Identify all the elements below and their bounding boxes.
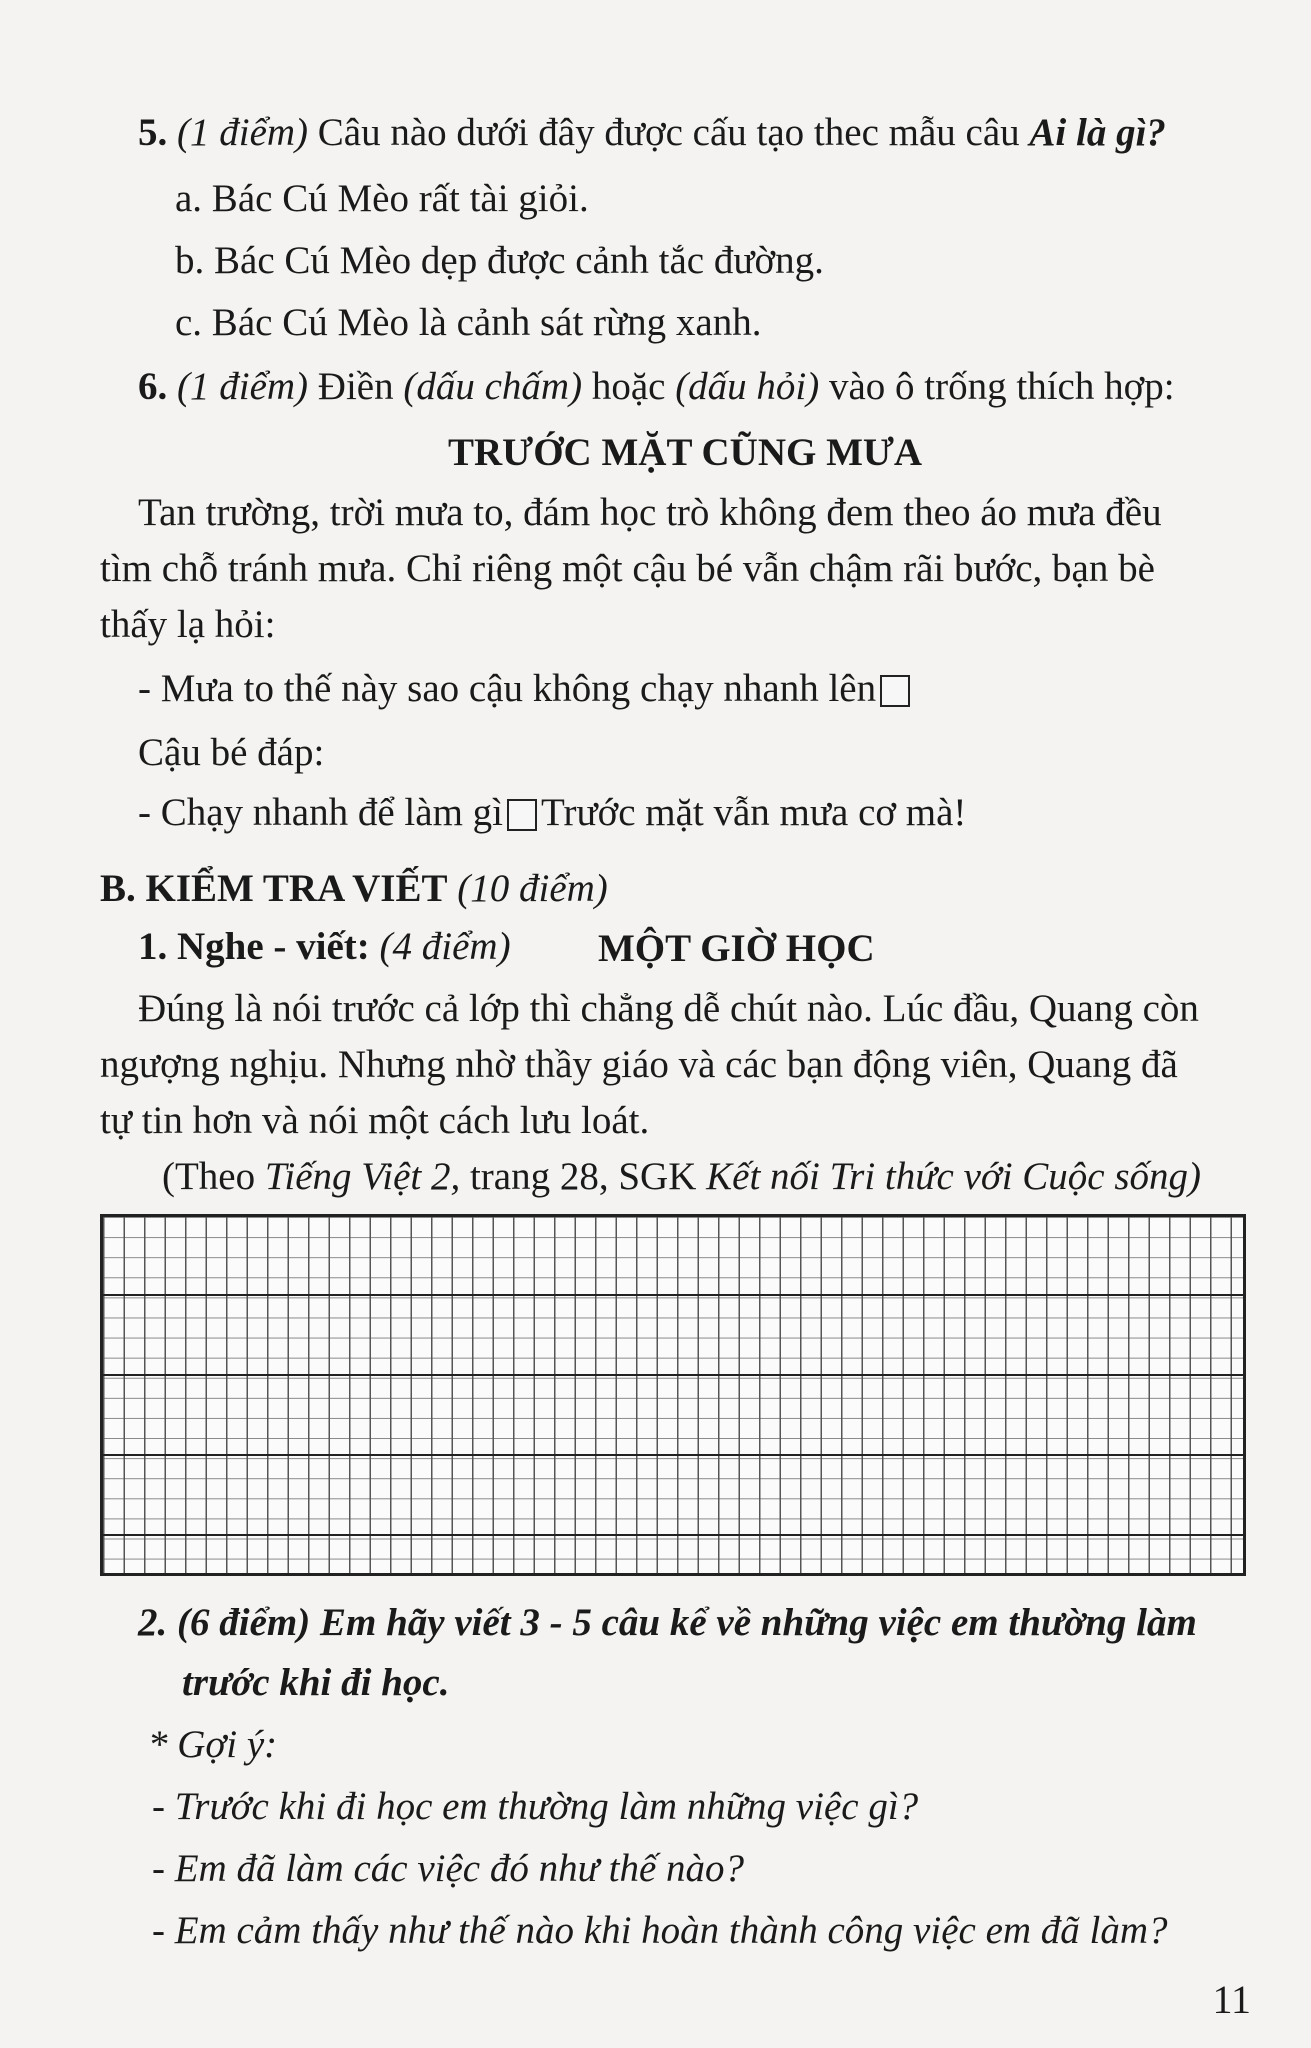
part1-heading bbox=[138, 924, 511, 970]
section-b-heading bbox=[100, 866, 608, 912]
passage-line-2: ngượng nghịu. Nhưng nhờ thầy giáo và các bạn động viên, Quang đã bbox=[100, 1043, 1178, 1086]
q6-points: (1 điểm) bbox=[177, 365, 309, 408]
q6-text-b: hoặc bbox=[591, 365, 666, 408]
story-line-1: Tan trường, trời mưa to, đám học trò không đem theo áo mưa đều bbox=[138, 491, 1162, 534]
q5-text: Câu nào dưới đây được cấu tạo thec mẫu câu bbox=[317, 111, 1020, 154]
part2-text-2: trước khi đi học. bbox=[182, 1661, 450, 1704]
q5-option-c: c. Bác Cú Mèo là cảnh sát rừng xanh. bbox=[175, 301, 762, 344]
passage-line-3: tự tin hơn và nói một cách lưu loát. bbox=[100, 1099, 650, 1142]
story-line-2: tìm chỗ tránh mưa. Chỉ riêng một cậu bé vẫn chậm rãi bước, bạn bè bbox=[100, 547, 1155, 590]
part2-label: 2. bbox=[138, 1601, 168, 1644]
dialog-2-text-a: - Chạy nhanh để làm gì bbox=[138, 791, 503, 834]
story-line-3: thấy lạ hỏi: bbox=[100, 603, 276, 646]
q5-number: 5. bbox=[138, 111, 168, 154]
hint-1: - Trước khi đi học em thường làm những việc gì? bbox=[152, 1785, 919, 1828]
part2-text: Em hãy viết 3 - 5 câu kể về những việc em thường làm bbox=[319, 1601, 1197, 1644]
q6-option-a: (dấu chấm) bbox=[403, 365, 583, 408]
page-number: 11 bbox=[1212, 1977, 1251, 2022]
passage-line-1: Đúng là nói trước cả lớp thì chẳng dễ chút nào. Lúc đầu, Quang còn bbox=[138, 987, 1199, 1030]
hint-label: * Gợi ý: bbox=[148, 1723, 278, 1766]
part1-label: 1. Nghe - viết: bbox=[138, 925, 370, 968]
part1-title: MỘT GIỜ HỌC bbox=[598, 927, 875, 970]
part1-points: (4 điểm) bbox=[379, 925, 511, 968]
source-a: (Theo bbox=[162, 1155, 256, 1198]
story-title: TRƯỚC MẶT CŨNG MƯA bbox=[448, 431, 923, 474]
q6-number: 6. bbox=[138, 365, 168, 408]
q5-pattern: Ai là gì? bbox=[1029, 111, 1166, 154]
dialog-2-text-b: Trước mặt vẫn mưa cơ mà! bbox=[541, 791, 967, 834]
q6-text-a: Điền bbox=[317, 365, 394, 408]
dialog-line-2 bbox=[138, 790, 966, 836]
part2-prompt bbox=[138, 1600, 1197, 1646]
source-citation bbox=[162, 1154, 1201, 1200]
section-b-points: (10 điểm) bbox=[457, 867, 608, 910]
source-series: Kết nối Tri thức với Cuộc sống) bbox=[706, 1155, 1202, 1198]
source-b: trang 28, SGK bbox=[469, 1155, 697, 1198]
q5-option-a: a. Bác Cú Mèo rất tài giỏi. bbox=[175, 177, 589, 220]
answer-box-2[interactable] bbox=[507, 799, 537, 831]
q5-points: (1 điểm) bbox=[177, 111, 309, 154]
dialog-line-1 bbox=[138, 666, 914, 712]
source-book: Tiếng Việt 2, bbox=[264, 1155, 461, 1198]
section-b-title: B. KIỂM TRA VIẾT bbox=[100, 867, 448, 910]
hint-2: - Em đã làm các việc đó như thế nào? bbox=[152, 1847, 745, 1890]
q5-option-b: b. Bác Cú Mèo dẹp được cảnh tắc đường. bbox=[175, 239, 824, 282]
writing-grid[interactable] bbox=[100, 1214, 1246, 1576]
part2-points: (6 điểm) bbox=[177, 1601, 311, 1644]
q6-prompt bbox=[138, 364, 1175, 410]
dialog-1-text: - Mưa to thế này sao cậu không chạy nhanh lên bbox=[138, 667, 877, 710]
q6-option-b: (dấu hỏi) bbox=[675, 365, 820, 408]
reply-intro: Cậu bé đáp: bbox=[138, 731, 325, 774]
q5-prompt bbox=[138, 110, 1166, 156]
answer-box-1[interactable] bbox=[880, 675, 910, 707]
q6-text-c: vào ô trống thích hợp: bbox=[829, 365, 1175, 408]
hint-3: - Em cảm thấy như thế nào khi hoàn thành công việc em đã làm? bbox=[152, 1909, 1168, 1952]
